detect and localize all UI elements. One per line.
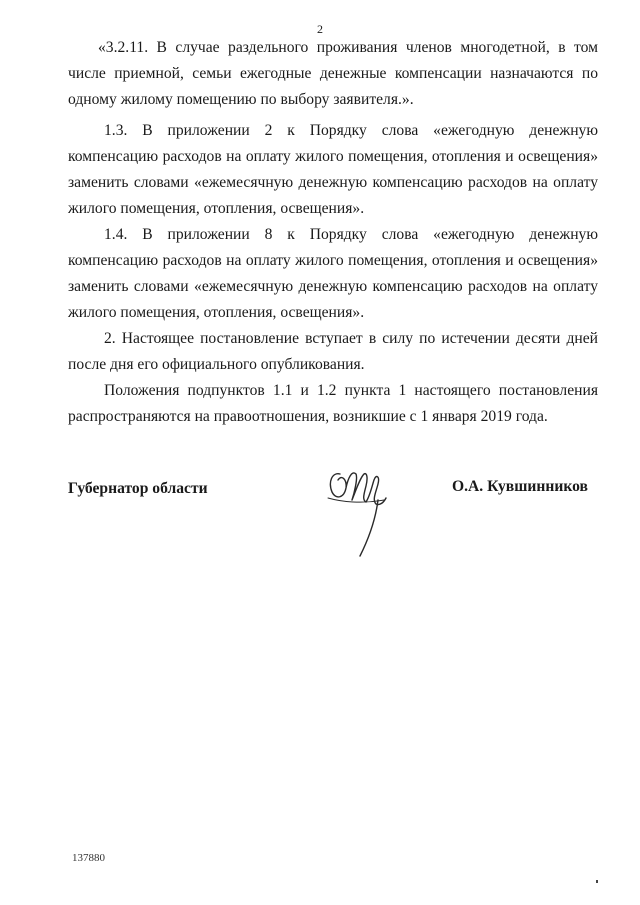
signatory-name: О.А. Кувшинников (452, 478, 588, 495)
document-code: 137880 (72, 852, 105, 864)
handwritten-signature (322, 460, 392, 560)
paragraph-3-2-11: «3.2.11. В случае раздельного проживания членов многодетной, в том числе приемной, семьи ежегодные денежные компенсации назначаются по одному жилому помещению по выбору заявителя.». (68, 39, 598, 108)
signatory-position: Губернатор области (68, 480, 208, 497)
scan-mark (596, 880, 598, 883)
paragraph-1-4: 1.4. В приложении 8 к Порядку слова «ежегодную денежную компенсацию расходов на оплату жилого помещения, отопления и освещения» заменить словами «ежемесячную денежную компенсацию расходов на оплату жилого помещения, отопления, освещения». (68, 226, 598, 321)
page-number: 2 (317, 22, 323, 36)
paragraph-2-effective-date: 2. Настоящее постановление вступает в силу по истечении десяти дней после дня его официального опубликования. (68, 330, 598, 373)
paragraph-1-3: 1.3. В приложении 2 к Порядку слова «ежегодную денежную компенсацию расходов на оплату жилого помещения, отопления и освещения» заменить словами «ежемесячную денежную компенсацию расходов на оплату жилого помещения, отопления, освещения». (68, 122, 598, 217)
paragraph-retroactive-provisions: Положения подпунктов 1.1 и 1.2 пункта 1 настоящего постановления распространяются на правоотношения, возникшие с 1 января 2019 года. (68, 382, 598, 425)
